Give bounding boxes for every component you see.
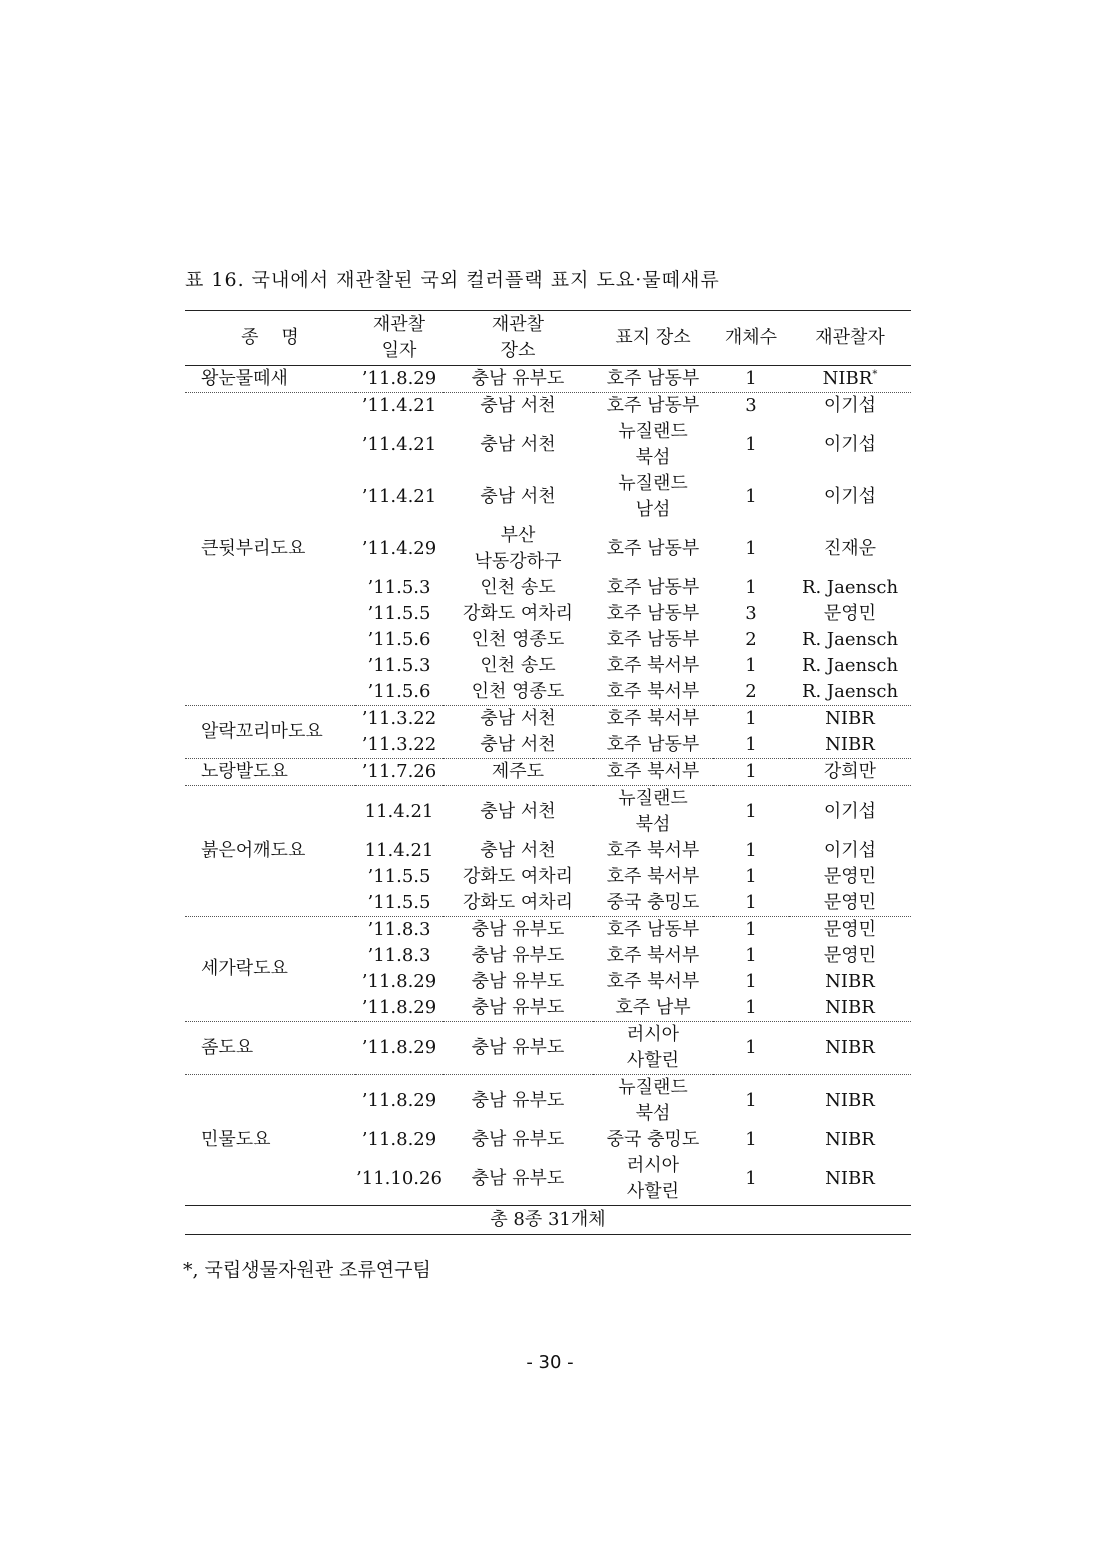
mark-location-line: 뉴질랜드 — [618, 788, 688, 809]
resight-place — [443, 943, 593, 969]
resight-date: ’11.5.3 — [367, 655, 431, 676]
individual-count: 3 — [745, 603, 757, 624]
resight-date: ’11.8.29 — [361, 1090, 437, 1111]
observer — [789, 471, 911, 523]
species-group — [185, 393, 911, 706]
resight-place-line: 충남 유부도 — [471, 945, 565, 966]
mark-location — [593, 995, 713, 1022]
mark-location-line: 호주 북서부 — [606, 655, 700, 676]
mark-location — [593, 679, 713, 706]
resight-place — [443, 864, 593, 890]
resight-date: ’11.4.29 — [361, 538, 437, 559]
header-observer: 재관찰자 — [815, 327, 885, 348]
mark-location — [593, 1153, 713, 1206]
observer — [789, 1075, 911, 1128]
species-name: 민물도요 — [201, 1129, 271, 1150]
observer — [789, 523, 911, 575]
mark-location — [593, 393, 713, 420]
mark-location — [593, 523, 713, 575]
resight-date: ’11.5.5 — [367, 866, 431, 887]
observer — [789, 1127, 911, 1153]
mark-location-line: 호주 북서부 — [606, 761, 700, 782]
species-group — [185, 1022, 911, 1075]
observer — [789, 1153, 911, 1206]
mark-location — [593, 786, 713, 839]
observer — [789, 706, 911, 733]
resight-place — [443, 706, 593, 733]
table-row — [185, 1022, 911, 1075]
resight-date: ’11.3.22 — [361, 708, 437, 729]
header-row — [185, 311, 911, 366]
resight-place-line: 충남 유부도 — [471, 1037, 565, 1058]
mark-location-line: 중국 충밍도 — [606, 892, 700, 913]
resight-place — [443, 523, 593, 575]
individual-count: 3 — [745, 395, 757, 416]
mark-location — [593, 601, 713, 627]
mark-location-line: 호주 북서부 — [606, 945, 700, 966]
mark-location — [593, 732, 713, 759]
observer-name: 문영민 — [823, 603, 877, 624]
individual-count: 1 — [745, 1090, 757, 1111]
observer-name: 강희만 — [823, 761, 877, 782]
mark-location-line: 뉴질랜드 — [618, 421, 688, 442]
observer — [789, 366, 911, 393]
mark-location-line: 호주 남동부 — [606, 395, 700, 416]
observer-name: R. Jaensch — [801, 629, 899, 650]
mark-location — [593, 419, 713, 471]
mark-location — [593, 1022, 713, 1075]
mark-location — [593, 627, 713, 653]
resight-place-line: 충남 유부도 — [471, 1129, 565, 1150]
species-group — [185, 759, 911, 786]
resight-date: ’11.4.21 — [361, 434, 437, 455]
mark-location-line: 호주 남동부 — [606, 629, 700, 650]
observer — [789, 759, 911, 786]
resighting-table — [185, 310, 911, 1235]
header-count: 개체수 — [724, 327, 778, 348]
resight-place — [443, 627, 593, 653]
observer — [789, 1022, 911, 1075]
observer-name: NIBR — [825, 708, 875, 729]
mark-location — [593, 1127, 713, 1153]
mark-location — [593, 1075, 713, 1128]
resight-place — [443, 1127, 593, 1153]
mark-location — [593, 917, 713, 944]
resight-date: ’11.8.29 — [361, 997, 437, 1018]
observer — [789, 969, 911, 995]
resight-place-line: 제주도 — [491, 761, 545, 782]
resight-date: ’11.5.6 — [367, 681, 431, 702]
mark-location-line: 호주 북서부 — [606, 971, 700, 992]
table-row — [185, 366, 911, 393]
observer — [789, 393, 911, 420]
observer — [789, 890, 911, 917]
individual-count: 1 — [745, 761, 757, 782]
resight-place — [443, 917, 593, 944]
page-number: - 30 - — [526, 1352, 574, 1373]
observer — [789, 601, 911, 627]
mark-location-line: 북섬 — [635, 814, 671, 835]
resight-place — [443, 575, 593, 601]
resight-place — [443, 732, 593, 759]
individual-count: 1 — [745, 801, 757, 822]
mark-location — [593, 864, 713, 890]
footnote-marker: * — [872, 369, 878, 380]
observer-name: 문영민 — [823, 866, 877, 887]
table-caption: 표 16. 국내에서 재관찰된 국외 컬러플랙 표지 도요·물떼새류 — [185, 269, 720, 291]
resight-place-line: 강화도 여차리 — [462, 892, 574, 913]
mark-location — [593, 838, 713, 864]
observer — [789, 575, 911, 601]
resight-place-line: 강화도 여차리 — [462, 603, 574, 624]
resight-place — [443, 969, 593, 995]
species-group — [185, 917, 911, 1022]
individual-count: 1 — [745, 434, 757, 455]
mark-location — [593, 706, 713, 733]
mark-location-line: 중국 충밍도 — [606, 1129, 700, 1150]
table-row — [185, 759, 911, 786]
observer-name: NIBR — [825, 1168, 875, 1189]
resight-place-line: 충남 서천 — [480, 708, 556, 729]
resight-date: ’11.8.3 — [367, 945, 431, 966]
observer-name: R. Jaensch — [801, 681, 899, 702]
resight-place-line: 충남 서천 — [480, 840, 556, 861]
resight-place-line: 인천 송도 — [480, 655, 556, 676]
resight-place-line: 충남 서천 — [480, 486, 556, 507]
total-cell: 총 8종 31개체 — [185, 1206, 911, 1235]
mark-location — [593, 969, 713, 995]
mark-location-line: 북섬 — [635, 1103, 671, 1124]
mark-location-line: 호주 남동부 — [606, 577, 700, 598]
resight-date: ’11.5.6 — [367, 629, 431, 650]
observer — [789, 838, 911, 864]
resight-date: 11.4.21 — [364, 840, 434, 861]
mark-location-line: 북섬 — [635, 447, 671, 468]
individual-count: 1 — [745, 655, 757, 676]
observer — [789, 786, 911, 839]
resight-date: ’11.8.29 — [361, 971, 437, 992]
resight-place — [443, 1075, 593, 1128]
individual-count: 1 — [745, 1037, 757, 1058]
individual-count: 1 — [745, 997, 757, 1018]
observer-name: NIBR — [825, 1129, 875, 1150]
individual-count: 1 — [745, 368, 757, 389]
footnote: *, 국립생물자원관 조류연구팀 — [183, 1259, 431, 1281]
observer-name: NIBR — [825, 1090, 875, 1111]
resight-place-line: 충남 서천 — [480, 434, 556, 455]
observer-name: R. Jaensch — [801, 577, 899, 598]
resight-place — [443, 1153, 593, 1206]
mark-location-line: 호주 북서부 — [606, 681, 700, 702]
mark-location-line: 사할린 — [626, 1050, 680, 1071]
resight-date: ’11.8.3 — [367, 919, 431, 940]
resight-place-line: 강화도 여차리 — [462, 866, 574, 887]
individual-count: 2 — [745, 629, 757, 650]
mark-location-line: 뉴질랜드 — [618, 1077, 688, 1098]
mark-location-line: 뉴질랜드 — [618, 473, 688, 494]
observer — [789, 995, 911, 1022]
observer-name: R. Jaensch — [801, 655, 899, 676]
header-place: 재관찰 장소 — [491, 314, 545, 361]
observer — [789, 864, 911, 890]
observer — [789, 679, 911, 706]
mark-location — [593, 471, 713, 523]
species-name: 알락꼬리마도요 — [201, 721, 323, 742]
resight-place-line: 충남 유부도 — [471, 368, 565, 389]
resight-place — [443, 786, 593, 839]
individual-count: 1 — [745, 945, 757, 966]
individual-count: 1 — [745, 971, 757, 992]
resight-date: ’11.4.21 — [361, 395, 437, 416]
mark-location-line: 러시아 — [626, 1155, 680, 1176]
mark-location-line: 남섬 — [635, 499, 671, 520]
table-row — [185, 1075, 911, 1128]
resight-place-line: 충남 서천 — [480, 395, 556, 416]
resight-date: ’11.3.22 — [361, 734, 437, 755]
resight-place — [443, 759, 593, 786]
individual-count: 1 — [745, 1168, 757, 1189]
table-row — [185, 393, 911, 420]
resight-place-line: 인천 영종도 — [471, 681, 565, 702]
observer — [789, 653, 911, 679]
resight-place — [443, 1022, 593, 1075]
individual-count: 1 — [745, 734, 757, 755]
resight-place-line: 충남 유부도 — [471, 997, 565, 1018]
observer-name: 문영민 — [823, 892, 877, 913]
mark-location-line: 호주 남동부 — [606, 368, 700, 389]
species-name: 좀도요 — [201, 1037, 254, 1058]
mark-location-line: 호주 남동부 — [606, 603, 700, 624]
resight-place — [443, 838, 593, 864]
resight-place — [443, 419, 593, 471]
resight-place-line: 충남 유부도 — [471, 971, 565, 992]
resight-place-line: 충남 유부도 — [471, 1090, 565, 1111]
species-name: 왕눈물떼새 — [201, 368, 288, 389]
resight-date: ’11.5.3 — [367, 577, 431, 598]
observer — [789, 627, 911, 653]
resight-date: ’11.8.29 — [361, 368, 437, 389]
observer-name: 이기섭 — [823, 434, 877, 455]
resight-date: ’11.4.21 — [361, 486, 437, 507]
resight-place-line: 충남 유부도 — [471, 1168, 565, 1189]
mark-location-line: 호주 남부 — [615, 997, 691, 1018]
resight-date: 11.4.21 — [364, 801, 434, 822]
observer-name: 문영민 — [823, 945, 877, 966]
resight-place-line: 인천 영종도 — [471, 629, 565, 650]
individual-count: 1 — [745, 1129, 757, 1150]
observer-name: 이기섭 — [823, 395, 877, 416]
mark-location — [593, 653, 713, 679]
header-date: 재관찰 일자 — [372, 314, 426, 361]
mark-location-line: 호주 북서부 — [606, 708, 700, 729]
table-row — [185, 706, 911, 733]
resight-place — [443, 679, 593, 706]
mark-location-line: 사할린 — [626, 1181, 680, 1202]
mark-location-line: 호주 남동부 — [606, 919, 700, 940]
observer-name: NIBR — [825, 997, 875, 1018]
resight-date: ’11.5.5 — [367, 603, 431, 624]
mark-location-line: 러시아 — [626, 1024, 680, 1045]
observer-name: 문영민 — [823, 919, 877, 940]
header-mark: 표지 장소 — [615, 327, 691, 348]
individual-count: 2 — [745, 681, 757, 702]
individual-count: 1 — [745, 708, 757, 729]
header-species: 종 명 — [241, 327, 299, 348]
observer-name: 이기섭 — [823, 486, 877, 507]
observer — [789, 419, 911, 471]
observer — [789, 917, 911, 944]
resight-place — [443, 601, 593, 627]
resight-place-line: 충남 서천 — [480, 801, 556, 822]
observer — [789, 732, 911, 759]
mark-location-line: 호주 북서부 — [606, 840, 700, 861]
resight-place — [443, 471, 593, 523]
resight-place-line: 인천 송도 — [480, 577, 556, 598]
individual-count: 1 — [745, 538, 757, 559]
resight-place-line: 충남 서천 — [480, 734, 556, 755]
species-name: 세가락도요 — [201, 958, 288, 979]
table-row — [185, 786, 911, 839]
resight-place — [443, 393, 593, 420]
mark-location — [593, 890, 713, 917]
mark-location-line: 호주 남동부 — [606, 538, 700, 559]
mark-location-line: 호주 남동부 — [606, 734, 700, 755]
observer-name: NIBR — [825, 1037, 875, 1058]
individual-count: 1 — [745, 577, 757, 598]
observer — [789, 943, 911, 969]
resight-date: ’11.8.29 — [361, 1037, 437, 1058]
observer-name: 이기섭 — [823, 840, 877, 861]
observer-name: NIBR — [822, 368, 873, 389]
resight-place-line: 충남 유부도 — [471, 919, 565, 940]
resight-place — [443, 366, 593, 393]
mark-location — [593, 366, 713, 393]
table-row — [185, 917, 911, 944]
species-group — [185, 366, 911, 393]
resight-place — [443, 995, 593, 1022]
resight-place-line: 낙동강하구 — [474, 551, 562, 572]
observer-name: 이기섭 — [823, 801, 877, 822]
resight-date: ’11.8.29 — [361, 1129, 437, 1150]
observer-name: 진재운 — [823, 538, 877, 559]
species-group — [185, 706, 911, 759]
mark-location-line: 호주 북서부 — [606, 866, 700, 887]
mark-location — [593, 943, 713, 969]
resight-place-line: 부산 — [500, 525, 536, 546]
observer-name: NIBR — [825, 971, 875, 992]
individual-count: 1 — [745, 919, 757, 940]
species-name: 큰뒷부리도요 — [201, 538, 306, 559]
individual-count: 1 — [745, 840, 757, 861]
total-row — [185, 1206, 911, 1235]
individual-count: 1 — [745, 892, 757, 913]
resight-date: ’11.5.5 — [367, 892, 431, 913]
resight-place — [443, 890, 593, 917]
species-name: 붉은어깨도요 — [201, 840, 306, 861]
individual-count: 1 — [745, 486, 757, 507]
species-group — [185, 1075, 911, 1206]
observer-name: NIBR — [825, 734, 875, 755]
mark-location — [593, 575, 713, 601]
mark-location — [593, 759, 713, 786]
species-name: 노랑발도요 — [201, 761, 288, 782]
species-group — [185, 786, 911, 917]
resight-date: ’11.10.26 — [356, 1168, 442, 1189]
individual-count: 1 — [745, 866, 757, 887]
resight-place — [443, 653, 593, 679]
resight-date: ’11.7.26 — [361, 761, 437, 782]
